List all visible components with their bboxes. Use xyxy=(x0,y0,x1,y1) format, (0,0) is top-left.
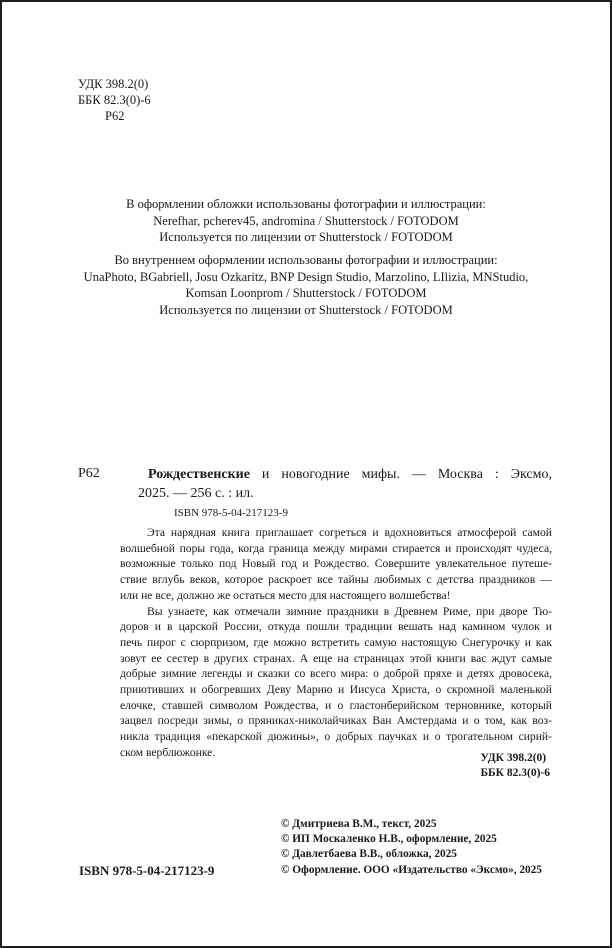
author-mark: Р62 xyxy=(105,109,125,123)
credit-line: Nerefhar, pcherev45, andromina / Shutterstock / FOTODOM xyxy=(153,213,459,228)
annotation-line: добрые зимние легенды и сказки со всего мира: о доброй пряхе и детях дровосека, xyxy=(120,667,552,681)
annotation-line: Эта нарядная книга приглашает согреться и вдохновиться атмосферой самой xyxy=(147,526,552,539)
annotation xyxy=(120,525,552,761)
copyright-block xyxy=(281,817,542,878)
credit-line: Во внутреннем оформлении использованы фотографии и иллюстрации: xyxy=(114,253,498,267)
annotation-line: приютивших и обогревших Деву Марию и Иисуса Христа, о скромной маленькой xyxy=(120,683,552,697)
entry-isbn: ISBN 978-5-04-217123-9 xyxy=(174,507,288,519)
copyright-line: © Оформление. ООО «Издательство «Эксмо», 2025 xyxy=(281,863,542,876)
entry-word: Эксмо, xyxy=(510,467,552,482)
annotation-line: Вы узнаете, как отмечали зимние праздники в Древнем Риме, при дворе Тю- xyxy=(147,604,552,618)
classification-codes-top xyxy=(78,76,151,124)
cover-credits xyxy=(2,196,610,246)
annotation-line: волшебной поры года, когда граница между мирами стирается и происходят чудеса, xyxy=(120,541,552,555)
credit-line: Используется по лицензии от Shutterstock / FOTODOM xyxy=(159,230,453,244)
copyright-line: © ИП Москаленко Н.В., оформление, 2025 xyxy=(281,833,497,846)
annotation-line: никла традиция «пекарской дюжины», о добрых паучках и о трогательном сирий- xyxy=(120,730,552,744)
credit-line: Используется по лицензии от Shutterstock / FOTODOM xyxy=(159,302,453,317)
catalog-entry-line-2: 2025. — 256 с. : ил. xyxy=(138,486,254,501)
bbk-code: ББК 82.3(0)-6 xyxy=(480,767,550,779)
annotation-paragraph-1 xyxy=(120,525,552,604)
entry-word: Москва xyxy=(437,467,483,482)
classification-codes-bottom xyxy=(480,751,550,781)
credit-line: В оформлении обложки использованы фотографии и иллюстрации: xyxy=(126,197,486,211)
entry-author-mark: Р62 xyxy=(78,466,100,481)
annotation-line: елочке, ставшей символом Рождества, и о гластонберийском терновнике, который xyxy=(120,698,552,712)
annotation-line: ском верблюжонке. xyxy=(120,745,216,759)
udk-code: УДК 398.2(0) xyxy=(78,77,149,91)
entry-word: и xyxy=(261,467,270,482)
book-title: Рождественские xyxy=(148,467,250,482)
copyright-line: © Давлетбаева В.В., обложка, 2025 xyxy=(281,848,457,861)
entry-word: новогодние xyxy=(281,467,350,482)
bbk-code: ББК 82.3(0)-6 xyxy=(78,93,151,107)
udk-code: УДК 398.2(0) xyxy=(480,752,547,764)
imprint-page xyxy=(2,2,610,946)
annotation-line: или не все, должно же остаться место для настоящего волшебства! xyxy=(120,588,451,602)
annotation-line: доров и в царской России, откуда пошли традиции вешать над камином чулок и xyxy=(120,620,552,634)
footer-isbn: ISBN 978-5-04-217123-9 xyxy=(79,863,215,878)
entry-word: : xyxy=(494,467,499,482)
credit-line: Komsan Loonprom / Shutterstock / FOTODOM xyxy=(185,286,427,300)
catalog-entry-line-1 xyxy=(148,465,552,484)
annotation-line: печь пирог с сюрпризом, где можно встретить самую настоящую Снегурочку и как xyxy=(120,635,552,649)
annotation-line: зацвел посреди зимы, о пряниках-николайчиках Ван Амстердама и о том, как воз- xyxy=(120,714,552,728)
copyright-line: © Дмитриева В.М., текст, 2025 xyxy=(281,818,437,830)
annotation-paragraph-2 xyxy=(120,604,552,761)
annotation-line: зовут ее сестер в других странах. А еще на страницах этой книги вас ждут самые xyxy=(120,651,552,665)
annotation-line: возможные только под Новый год и Рождество. Совершите увлекательное путеше- xyxy=(120,557,552,571)
credit-line: UnaPhoto, BGabriell, Josu Ozkaritz, BNP Design Studio, Marzolino, LIlizia, MNStudio, xyxy=(83,269,529,284)
annotation-line: ствие вглубь веков, которое раскроет все тайны любимых с детства праздников — xyxy=(120,573,552,587)
catalog-entry xyxy=(138,465,552,503)
entry-word: — xyxy=(411,467,426,482)
entry-word: мифы. xyxy=(361,467,400,482)
interior-credits xyxy=(2,252,610,318)
